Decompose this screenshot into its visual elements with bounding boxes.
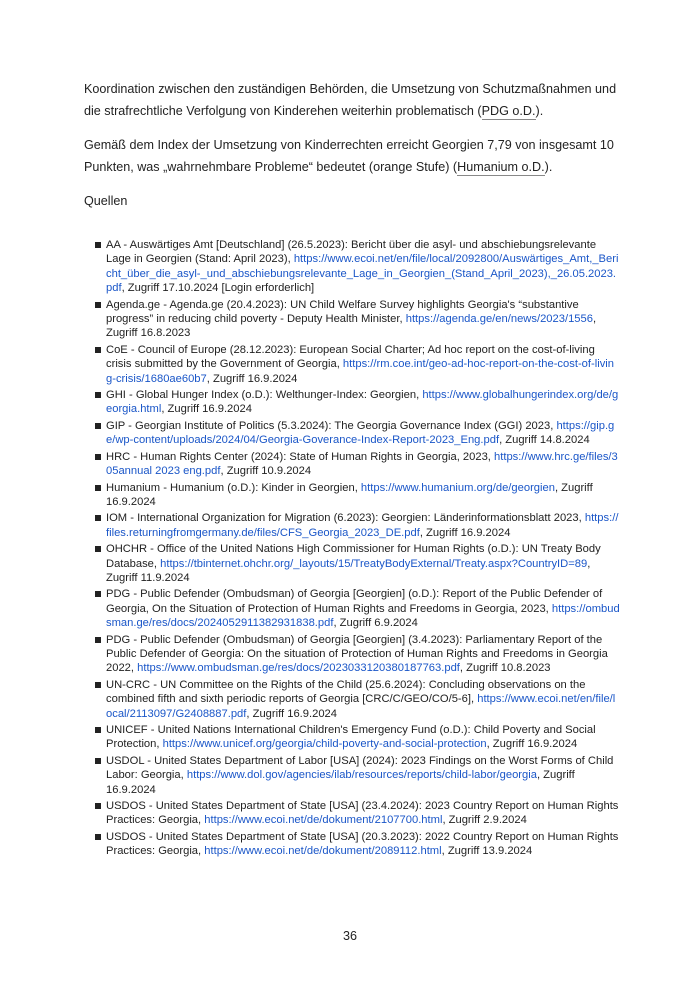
- square-bullet-icon: [95, 515, 101, 521]
- source-link[interactable]: https://www.ecoi.net/en/file/local/2113097/G2408887.pdf: [106, 693, 616, 720]
- source-access-date: , Zugriff 16.9.2024: [246, 707, 337, 720]
- paragraph-coordination: [84, 78, 620, 122]
- source-access-date: , Zugriff 17.10.2024 [Login erforderlich]: [121, 282, 315, 295]
- source-access-date: , Zugriff 16.9.2024: [206, 372, 298, 385]
- source-text: USDOS - United States Department of State [USA] (20.3.2023): 2022 Country Report on Human Rights Practices: Georgia,: [106, 830, 619, 858]
- source-text: CoE - Council of Europe (28.12.2023): European Social Charter; Ad hoc report on the cost-of-living crisis submitted by the Government of Georgia,: [106, 343, 595, 371]
- square-bullet-icon: [95, 637, 101, 643]
- square-bullet-icon: [95, 302, 101, 308]
- source-item: [95, 481, 620, 510]
- source-access-date: , Zugriff 16.8.2023: [106, 313, 597, 340]
- source-text: USDOL - United States Department of Labor [USA] (2024): 2023 Findings on the Worst Forms of Child Labor: Georgia,: [106, 754, 614, 782]
- source-item: [95, 542, 620, 585]
- source-access-date: , Zugriff 2.9.2024: [442, 814, 527, 827]
- square-bullet-icon: [95, 423, 101, 429]
- source-text: UNICEF - United Nations International Children's Emergency Fund (o.D.): Child Poverty and Social Protection,: [106, 724, 596, 751]
- source-item: [95, 799, 620, 828]
- source-link[interactable]: https://www.ecoi.net/en/file/local/2092800/Auswärtiges_Amt,_Bericht_über_die_asyl-_und_abschiebungsrelevante_Lage_in_Georgien_(Stand_April_2023),_26.05.2023.pdf: [106, 253, 619, 295]
- square-bullet-icon: [95, 803, 101, 809]
- source-text: IOM - International Organization for Migration (6.2023): Georgien: Länderinformationsblatt 2023,: [106, 512, 585, 525]
- source-text: Humanium - Humanium (o.D.): Kinder in Georgien,: [106, 481, 361, 494]
- source-link[interactable]: https://www.ecoi.net/de/dokument/2107700.html: [204, 814, 443, 827]
- source-link[interactable]: https://www.ombudsman.ge/res/docs/2023033120380187763.pdf: [137, 662, 460, 675]
- square-bullet-icon: [95, 591, 101, 597]
- source-access-date: , Zugriff 11.9.2024: [106, 557, 591, 584]
- source-link[interactable]: https://www.ecoi.net/de/dokument/2089112.html: [204, 845, 442, 858]
- source-item: [95, 511, 620, 540]
- paragraph-text: Gemäß dem Index der Umsetzung von Kinderrechten erreicht Georgien 7,79 von insgesamt 10 Punkten, was „wahrnehmbare Probleme“ bedeutet (orange Stufe) (: [84, 138, 614, 174]
- source-text: GHI - Global Hunger Index (o.D.): Welthunger-Index: Georgien,: [106, 389, 423, 402]
- source-item: [95, 238, 620, 296]
- square-bullet-icon: [95, 242, 101, 248]
- source-text: GIP - Georgian Institute of Politics (5.3.2024): The Georgia Governance Index (GGI) 2023,: [106, 419, 557, 432]
- source-link[interactable]: https://www.humanium.org/de/georgien: [360, 481, 555, 494]
- source-access-date: , Zugriff 10.9.2024: [220, 465, 312, 478]
- square-bullet-icon: [95, 834, 101, 840]
- source-link[interactable]: https://www.hrc.ge/files/305annual 2023 eng.pdf: [106, 450, 618, 478]
- reference-humanium[interactable]: Humanium o.D.: [457, 160, 545, 174]
- source-access-date: , Zugriff 13.9.2024: [441, 845, 533, 858]
- source-link[interactable]: https://rm.coe.int/geo-ad-hoc-report-on-the-cost-of-living-crisis/1680ae60b7: [106, 358, 615, 385]
- page-content: [84, 78, 620, 861]
- source-item: [95, 587, 620, 630]
- source-item: [95, 298, 620, 341]
- source-access-date: , Zugriff 16.9.2024: [106, 769, 575, 796]
- paragraph-end: ).: [535, 104, 544, 118]
- sources-heading: Quellen: [84, 194, 128, 208]
- square-bullet-icon: [95, 727, 101, 733]
- paragraph-index: [84, 134, 620, 178]
- square-bullet-icon: [95, 454, 101, 460]
- source-text: Agenda.ge - Agenda.ge (20.4.2023): UN Child Welfare Survey highlights Georgia's “substantive progress” in reducing child poverty - Deputy Health Minister,: [106, 298, 579, 326]
- square-bullet-icon: [95, 392, 101, 398]
- page-number: 36: [342, 929, 357, 943]
- source-text: PDG - Public Defender (Ombudsman) of Georgia [Georgien] (3.4.2023): Parliamentary Report of the Public Defender of Georgia: On the situation of Protection of Human Rights and Freedoms in Georgia 2022,: [106, 633, 608, 675]
- source-item: [95, 343, 620, 386]
- source-text: HRC - Human Rights Center (2024): State of Human Rights in Georgia, 2023,: [106, 450, 495, 463]
- source-text: AA - Auswärtiges Amt [Deutschland] (26.5.2023): Bericht über die asyl- und abschiebungsrelevante Lage in Georgien (Stand: April 2023),: [106, 239, 597, 266]
- source-link[interactable]: https://www.dol.gov/agencies/ilab/resources/reports/child-labor/georgia: [186, 769, 537, 782]
- source-access-date: , Zugriff 6.9.2024: [333, 617, 418, 630]
- source-item: [95, 450, 620, 479]
- sources-list: [84, 238, 620, 859]
- source-text: USDOS - United States Department of State [USA] (23.4.2024): 2023 Country Report on Human Rights Practices: Georgia,: [106, 800, 619, 827]
- source-item: [95, 754, 620, 797]
- source-access-date: , Zugriff 16.9.2024: [419, 526, 511, 539]
- source-access-date: , Zugriff 10.8.2023: [459, 662, 551, 675]
- source-link[interactable]: https://www.unicef.org/georgia/child-poverty-and-social-protection: [162, 738, 487, 751]
- square-bullet-icon: [95, 347, 101, 353]
- source-text: UN-CRC - UN Committee on the Rights of the Child (25.6.2024): Concluding observations on the combined fifth and sixth periodic reports of Georgia [CRC/C/GEO/CO/5-6],: [106, 678, 586, 706]
- reference-pdg[interactable]: PDG o.D.: [481, 104, 536, 118]
- source-item: [95, 830, 620, 859]
- source-access-date: , Zugriff 16.9.2024: [486, 738, 578, 751]
- source-item: [95, 678, 620, 721]
- source-link[interactable]: https://agenda.ge/en/news/2023/1556: [405, 313, 593, 326]
- source-link[interactable]: https://www.globalhungerindex.org/de/georgia.html: [106, 389, 619, 416]
- square-bullet-icon: [95, 682, 101, 688]
- source-link[interactable]: https://files.returningfromgermany.de/files/CFS_Georgia_2023_DE.pdf: [106, 512, 619, 539]
- source-access-date: , Zugriff 14.8.2024: [499, 434, 590, 447]
- source-item: [95, 723, 620, 752]
- source-link[interactable]: https://tbinternet.ohchr.org/_layouts/15/TreatyBodyExternal/Treaty.aspx?CountryID=89: [160, 557, 588, 570]
- paragraph-end: ).: [544, 160, 553, 174]
- source-access-date: , Zugriff 16.9.2024: [106, 481, 593, 508]
- source-access-date: , Zugriff 16.9.2024: [161, 403, 252, 416]
- source-item: [95, 633, 620, 676]
- source-text: OHCHR - Office of the United Nations High Commissioner for Human Rights (o.D.): UN Treaty Body Database,: [106, 543, 601, 570]
- source-text: PDG - Public Defender (Ombudsman) of Georgia [Georgien] (o.D.): Report of the Public Defender of Georgia, On the Situation of Protection of Human Rights and Freedoms in Georgia, 2023,: [106, 588, 603, 615]
- paragraph-text: Koordination zwischen den zuständigen Behörden, die Umsetzung von Schutzmaßnahmen und die strafrechtliche Verfolgung von Kinderehen weiterhin problematisch (: [84, 82, 617, 118]
- source-link[interactable]: https://gip.ge/wp-content/uploads/2024/04/Georgia-Goverance-Index-Report-2023_Eng.pdf: [106, 419, 615, 447]
- square-bullet-icon: [95, 758, 101, 764]
- source-item: [95, 419, 620, 448]
- source-link[interactable]: https://ombudsman.ge/res/docs/2024052911382931838.pdf: [106, 602, 620, 630]
- square-bullet-icon: [95, 546, 101, 552]
- square-bullet-icon: [95, 485, 101, 491]
- source-item: [95, 388, 620, 417]
